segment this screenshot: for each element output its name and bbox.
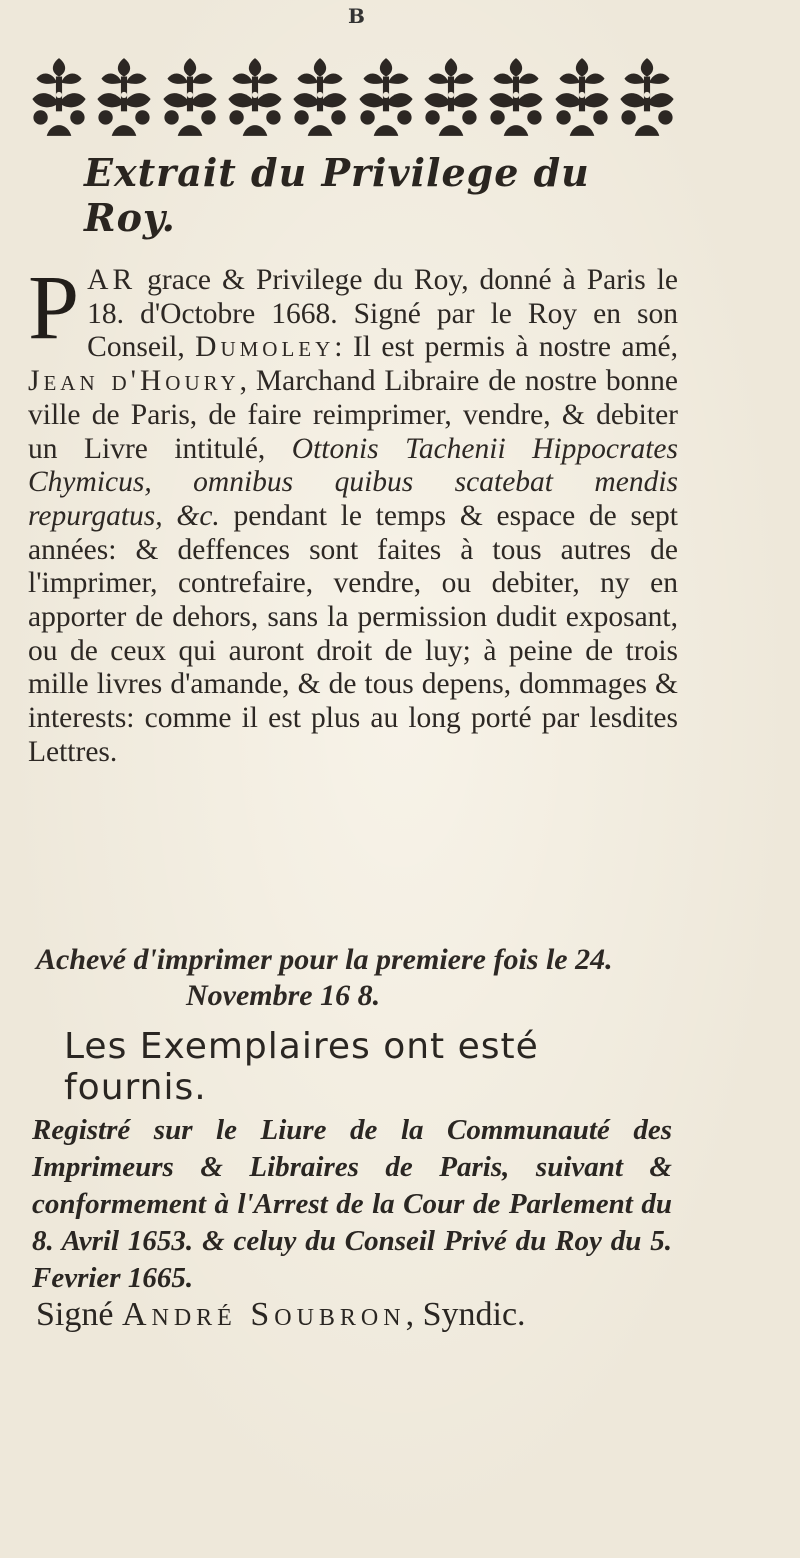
fleuron-icon bbox=[420, 54, 482, 140]
syndic-signature bbox=[36, 1296, 676, 1334]
book-title: Ottonis Tachenii Hippocrates Chymicus, omnibus quibus scatebat mendis repurgatus, &c. bbox=[28, 432, 678, 532]
bookseller-name: Jean d'Houry bbox=[28, 365, 240, 398]
privilege-text-4: pendant le temps & espace de sept années: & deffences sont faites à tous autres de l'imprimer, contrefaire, vendre, ou debiter, ny en apporter de dehors, sans la permission dudit exposant, ou de ceux qui auront droit de luy; à peine de trois mille livres d'amande, & de tous depens, dommages & interests: comme il est plus au long porté par lesdites Lettres. bbox=[28, 499, 678, 768]
fleuron-icon bbox=[224, 54, 286, 140]
privilege-text-1: grace & Privilege du Roy, donné à Paris le 18. d'Octobre 1668. Signé par le Roy en son Conseil, bbox=[87, 264, 679, 364]
fleuron-icon bbox=[289, 54, 351, 140]
privilege-paragraph: PAR grace & Privilege du Roy, donné à Paris le 18. d'Octobre 1668. Signé par le Roy en son Conseil, Dumoley: Il est permis à nostre amé, Jean d'Houry, Marchand Libraire de nostre bonne ville de Paris, de faire reimprimer, vendre, & debiter un Livre intitulé, Ottonis Tachenii Hippocrates Chymicus, omnibus quibus scatebat mendis repurgatus, &c. pendant le temps & espace de sept années: & deffences sont faites à tous autres de l'imprimer, contrefaire, vendre, ou debiter, ny en apporter de dehors, sans la permission dudit exposant, ou de ceux qui auront droit de luy; à peine de trois mille livres d'amande, & de tous depens, dommages & interests: comme il est plus au long porté par lesdites Lettres. bbox=[28, 256, 679, 768]
fleuron-icon bbox=[355, 54, 417, 140]
registration-note: Registré sur le Liure de la Communauté des Imprimeurs & Libraires de Paris, suivant & conformement à l'Arrest de la Cour de Parlement du 8. Avril 1653. & celuy du Conseil Privé du Roy du 5. Fevrier 1665. bbox=[32, 1114, 672, 1294]
signer-name: Dumoley bbox=[195, 331, 335, 364]
opening-word: AR bbox=[87, 264, 137, 296]
fleuron-icon bbox=[616, 54, 678, 140]
fleuron-icon bbox=[551, 54, 613, 140]
privilege-text-3: Marchand Libraire de nostre bonne ville de Paris, de faire reimprimer, vendre, & debiter un Livre intitulé, bbox=[28, 365, 678, 465]
printing-completed-line-2: Novembre 16 8. bbox=[186, 979, 381, 1012]
signature-prefix: Signé bbox=[36, 1296, 114, 1333]
printing-completed-note bbox=[36, 942, 676, 1014]
printing-completed-line-1: Achevé d'imprimer pour la premiere fois le 24. bbox=[36, 943, 613, 976]
syndic-title: , Syndic. bbox=[405, 1296, 526, 1333]
page-title: Extrait du Privilege du Roy. bbox=[84, 150, 590, 240]
syndic-name: André Soubron bbox=[121, 1296, 406, 1333]
fleuron-icon bbox=[28, 54, 90, 140]
fleuron-icon bbox=[485, 54, 547, 140]
drop-cap: P bbox=[28, 256, 80, 358]
fleuron-icon bbox=[159, 54, 221, 140]
fleuron-icon bbox=[93, 54, 155, 140]
ornament-band bbox=[28, 52, 678, 142]
privilege-text-2: : Il est permis à nostre amé, bbox=[334, 331, 678, 364]
copies-supplied-note: Les Exemplaires ont esté fournis. bbox=[64, 1026, 539, 1108]
folio-mark: B bbox=[348, 4, 365, 28]
